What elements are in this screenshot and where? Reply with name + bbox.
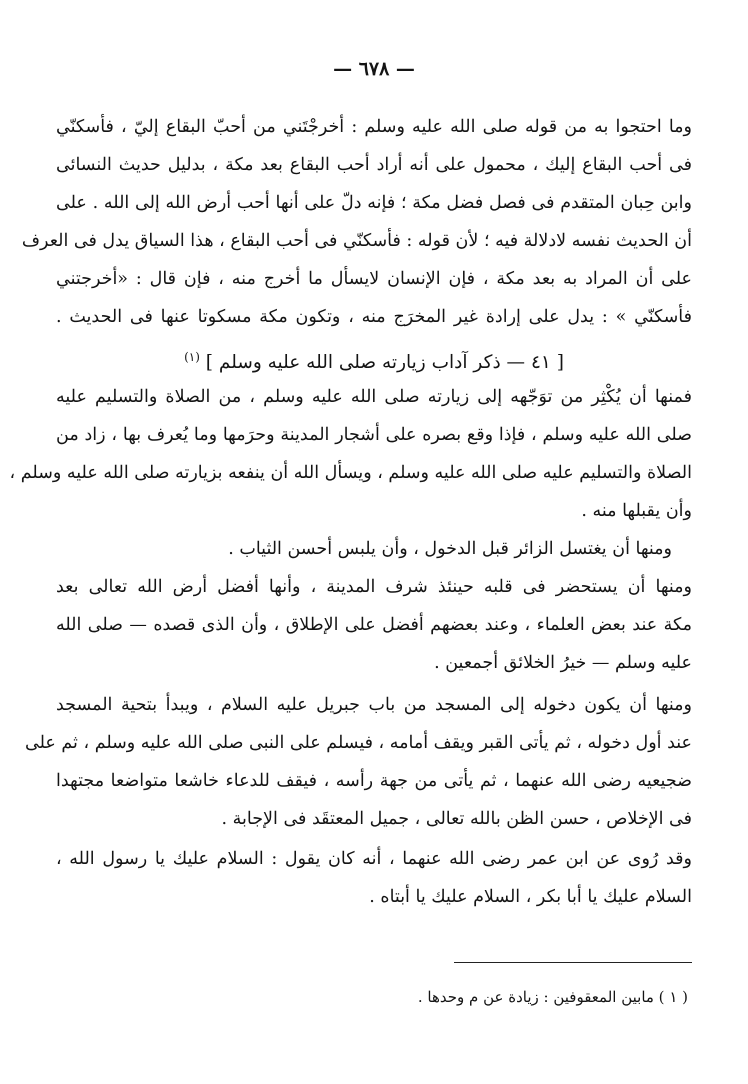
footnote-divider bbox=[454, 962, 692, 963]
body-line: السلام عليك يا أبا بكر ، السلام عليك يا أبتاه . bbox=[369, 887, 692, 907]
body-line: فأسكنّي » : يدل على إرادة غير المخرَج منه ، وتكون مكة مسكوتا عنها فى الحديث . bbox=[56, 307, 692, 327]
body-line: الصلاة والتسليم عليه صلى الله عليه وسلم ، ويسأل الله أن ينفعه بزيارته صلى الله عليه وسلم ، bbox=[9, 463, 692, 483]
body-line: أن الحديث نفسه لادلالة فيه ؛ لأن قوله : فأسكنّي فى أحب البقاع ، هذا السياق يدل فى العرف bbox=[21, 231, 692, 251]
body-line: ومنها أن يغتسل الزائر قبل الدخول ، وأن يلبس أحسن الثياب . bbox=[228, 539, 672, 559]
body-line: وابن حِبان المتقدم فى فصل فضل مكة ؛ فإنه دلّ على أنها أحب أرض الله إلى الله . على bbox=[56, 193, 692, 213]
body-line: وقد رُوى عن ابن عمر رضى الله عنهما ، أنه كان يقول : السلام عليك يا رسول الله ، bbox=[56, 849, 692, 869]
body-line: وأن يقبلها منه . bbox=[581, 501, 692, 521]
body-line: ضجيعيه رضى الله عنهما ، ثم يأتى من جهة رأسه ، فيقف للدعاء خاشعا متواضعا مجتهدا bbox=[56, 771, 692, 791]
body-line: عند أول دخوله ، ثم يأتى القبر ويقف أمامه ، فيسلم على النبى صلى الله عليه وسلم ، ثم على bbox=[25, 733, 692, 753]
body-line: صلى الله عليه وسلم ، فإذا وقع بصره على أشجار المدينة وحرَمها وما يُعرف بها ، زاد من bbox=[56, 425, 692, 445]
body-line: عليه وسلم — خيرُ الخلائق أجمعين . bbox=[434, 653, 692, 673]
body-line: فى أحب البقاع إليك ، محمول على أنه أراد أحب البقاع بعد مكة ، بدليل حديث النسائى bbox=[56, 155, 692, 175]
body-line: فمنها أن يُكْثِر من توَجّهه إلى زيارته صلى الله عليه وسلم ، من الصلاة والتسليم عليه bbox=[56, 387, 692, 407]
page-number: — ٦٧٨ — bbox=[333, 58, 415, 80]
body-line: على أن المراد به بعد مكة ، فإن الإنسان لايسأل ما أخرج منه ، فإن قال : «أخرجتني bbox=[56, 269, 692, 289]
section-heading bbox=[0, 342, 748, 378]
body-line: وما احتجوا به من قوله صلى الله عليه وسلم : أخرجْتَني من أحبّ البقاع إليّ ، فأسكنّي bbox=[56, 117, 692, 137]
body-line: فى الإخلاص ، حسن الظن بالله تعالى ، جميل المعتقَد فى الإجابة . bbox=[221, 809, 692, 829]
section-heading-text: [ ٤١ — ذكر آداب زيارته صلى الله عليه وسلم ] bbox=[205, 352, 564, 374]
body-line: مكة عند بعض العلماء ، وعند بعضهم أفضل على الإطلاق ، وأن الذى قصده — صلى الله bbox=[56, 615, 692, 635]
body-line: ومنها أن يستحضر فى قلبه حينئذ شرف المدينة ، وأنها أفضل أرض الله تعالى بعد bbox=[56, 577, 692, 597]
footnote-marker: (١) bbox=[184, 350, 200, 364]
footnote: ( ١ ) مابين المعقوفين : زيادة عن م وحدها . bbox=[417, 988, 688, 1006]
body-line: ومنها أن يكون دخوله إلى المسجد من باب جبريل عليه السلام ، ويبدأ بتحية المسجد bbox=[56, 695, 692, 715]
